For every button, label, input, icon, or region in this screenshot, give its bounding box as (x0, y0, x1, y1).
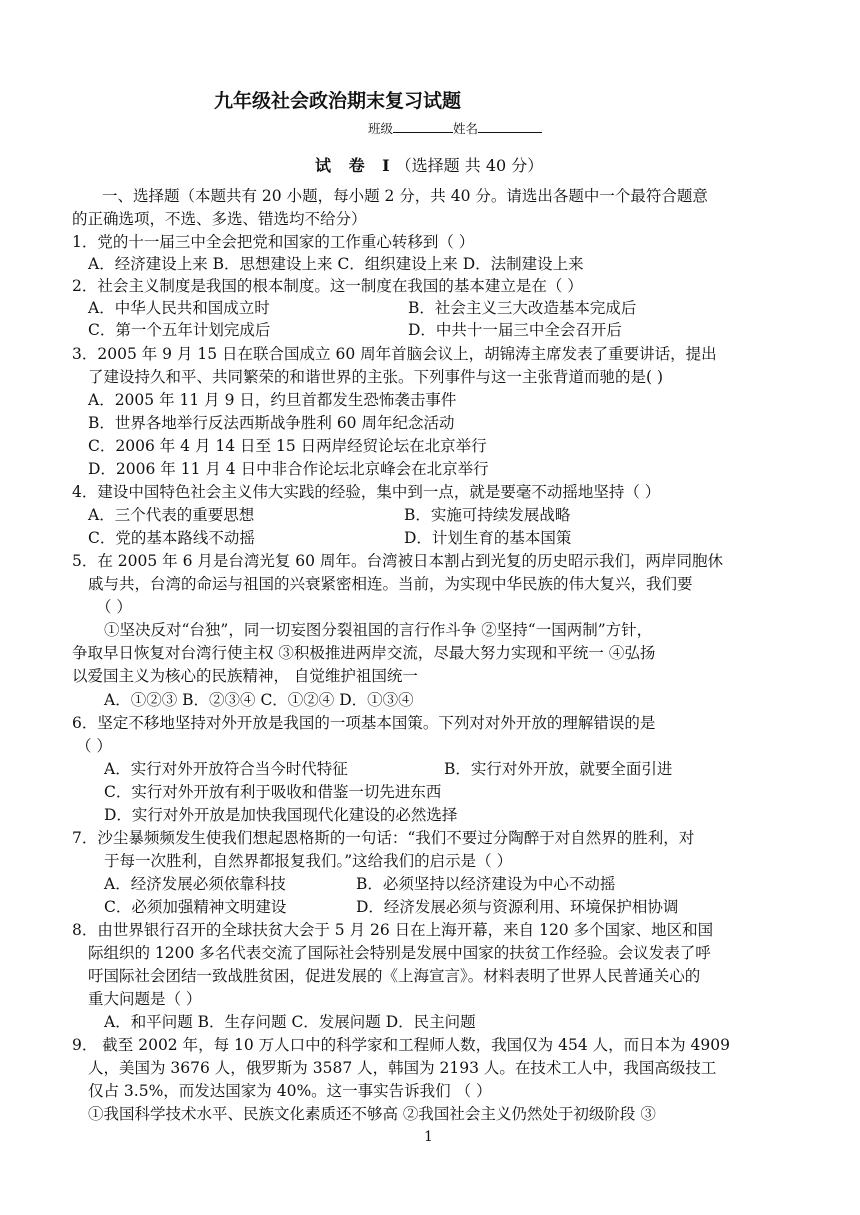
text-line: 2．社会主义制度是我国的根本制度。这一制度在我国的基本建立是在（ ） (72, 277, 583, 295)
text-line: 1．党的十一届三中全会把党和国家的工作重心转移到（ ） (72, 233, 475, 251)
text-line: 3．2005 年 9 月 15 日在联合国成立 60 周年首脑会议上，胡锦涛主席发表了重要讲话，提出 (72, 345, 717, 363)
text-line: A．三个代表的重要思想 (88, 506, 255, 524)
text-line: 6．坚定不移地坚持对外开放是我国的一项基本国策。下列对对外开放的理解错误的是 (72, 714, 656, 732)
text-line: 了建设持久和平、共同繁荣的和谐世界的主张。下列事件与这一主张背道而驰的是( ) (88, 368, 664, 386)
text-line: A．和平问题 B．生存问题 C．发展问题 D．民主问题 (104, 1013, 476, 1031)
text-line: D．经济发展必须与资源利用、环境保护相协调 (356, 898, 679, 916)
text-line: C．党的基本路线不动摇 (88, 529, 255, 547)
text-line: 一、选择题（本题共有 20 小题，每小题 2 分，共 40 分。请选出各题中一个最符合题意 (102, 187, 708, 205)
class-blank (393, 120, 453, 133)
text-line: A．2005 年 11 月 9 日，约旦首都发生恐怖袭击事件 (88, 391, 457, 409)
text-line: （ ） (76, 737, 112, 755)
page-number: 1 (424, 1129, 433, 1145)
section-title-bold: 试 卷 Ⅰ (315, 156, 396, 175)
text-line: 际组织的 1200 多名代表交流了国际社会特别是发展中国家的扶贫工作经验。会议发表了呼 (88, 944, 711, 962)
text-line: D．实行对外开放是加快我国现代化建设的必然选择 (104, 806, 458, 824)
text-line: 9． 截至 2002 年，每 10 万人口中的科学家和工程师人数，我国仅为 454 人，而日本为 4909 (72, 1036, 730, 1054)
text-line: 重大问题是（ ） (88, 990, 202, 1008)
text-line: D．计划生育的基本国策 (404, 529, 572, 547)
text-line: C．2006 年 4 月 14 日至 15 日两岸经贸论坛在北京举行 (88, 437, 487, 455)
text-line: 人，美国为 3676 人，俄罗斯为 3587 人，韩国为 2193 人。在技术工人中，我国高级技工 (88, 1059, 717, 1077)
text-line: 5．在 2005 年 6 月是台湾光复 60 周年。台湾被日本割占到光复的历史昭示我们，两岸同胞休 (72, 552, 723, 570)
text-line: B．必须坚持以经济建设为中心不动摇 (356, 875, 616, 893)
exam-title: 九年级社会政治期末复习试题 (214, 90, 462, 112)
text-line: C．第一个五年计划完成后 (88, 321, 271, 339)
text-line: C．实行对外开放有利于吸收和借鉴一切先进东西 (104, 783, 442, 801)
text-line: 仅占 3.5%，而发达国家为 40%。这一事实告诉我们 （ ） (88, 1082, 492, 1100)
text-line: 的正确选项，不选、多选、错选均不给分） (72, 210, 367, 228)
text-line: 于每一次胜利，自然界都报复我们。”这给我们的启示是（ ） (104, 852, 513, 870)
text-line: C．必须加强精神文明建设 (104, 898, 287, 916)
text-line: A．中华人民共和国成立时 (88, 299, 270, 317)
text-line: D．2006 年 11 月 4 日中非合作论坛北京峰会在北京举行 (88, 460, 489, 478)
class-label: 班级 (368, 121, 394, 136)
name-blank (478, 120, 542, 133)
text-line: ①我国科学技术水平、民族文化素质还不够高 ②我国社会主义仍然处于初级阶段 ③ (88, 1105, 656, 1123)
text-line: A．①②③ B．②③④ C．①②④ D．①③④ (104, 691, 414, 709)
section-title (315, 153, 543, 176)
text-line: 争取早日恢复对台湾行使主权 ③积极推进两岸交流，尽最大努力实现和平统一 ④弘扬 (72, 644, 656, 662)
text-line: A．经济建设上来 B．思想建设上来 C．组织建设上来 D．法制建设上来 (88, 255, 584, 273)
text-line: 以爱国主义为核心的民族精神， 自觉维护祖国统一 (72, 667, 418, 685)
text-line: 7．沙尘暴频频发生使我们想起恩格斯的一句话：“我们不要过分陶醉于对自然界的胜利，对 (72, 829, 695, 847)
class-name-line (368, 119, 542, 137)
text-line: ①坚决反对“台独”，同一切妄图分裂祖国的言行作斗争 ②坚持“一国两制”方针， (104, 621, 653, 639)
text-line: 4．建设中国特色社会主义伟大实践的经验，集中到一点，就是要毫不动摇地坚持（ ） (72, 483, 661, 501)
text-line: D．中共十一届三中全会召开后 (408, 321, 622, 339)
text-line: B．社会主义三大改造基本完成后 (408, 299, 637, 317)
text-line: （ ） (96, 598, 132, 616)
text-line: B．实行对外开放，就要全面引进 (444, 760, 673, 778)
text-line: B．实施可持续发展战略 (404, 506, 571, 524)
section-title-note: （选择题 共 40 分） (395, 156, 544, 175)
text-line: 戚与共，台湾的命运与祖国的兴衰紧密相连。当前，为实现中华民族的伟大复兴，我们要 (88, 575, 693, 593)
text-line: 吁国际社会团结一致战胜贫困，促进发展的《上海宣言》。材料表明了世界人民普通关心的 (88, 967, 701, 985)
text-line: 8．由世界银行召开的全球扶贫大会于 5 月 26 日在上海开幕，来自 120 多个国家、地区和国 (72, 921, 714, 939)
text-line: B．世界各地举行反法西斯战争胜利 60 周年纪念活动 (88, 414, 455, 432)
text-line: A．实行对外开放符合当今时代特征 (104, 760, 348, 778)
text-line: A．经济发展必须依靠科技 (104, 875, 286, 893)
name-label: 姓名 (453, 121, 479, 136)
